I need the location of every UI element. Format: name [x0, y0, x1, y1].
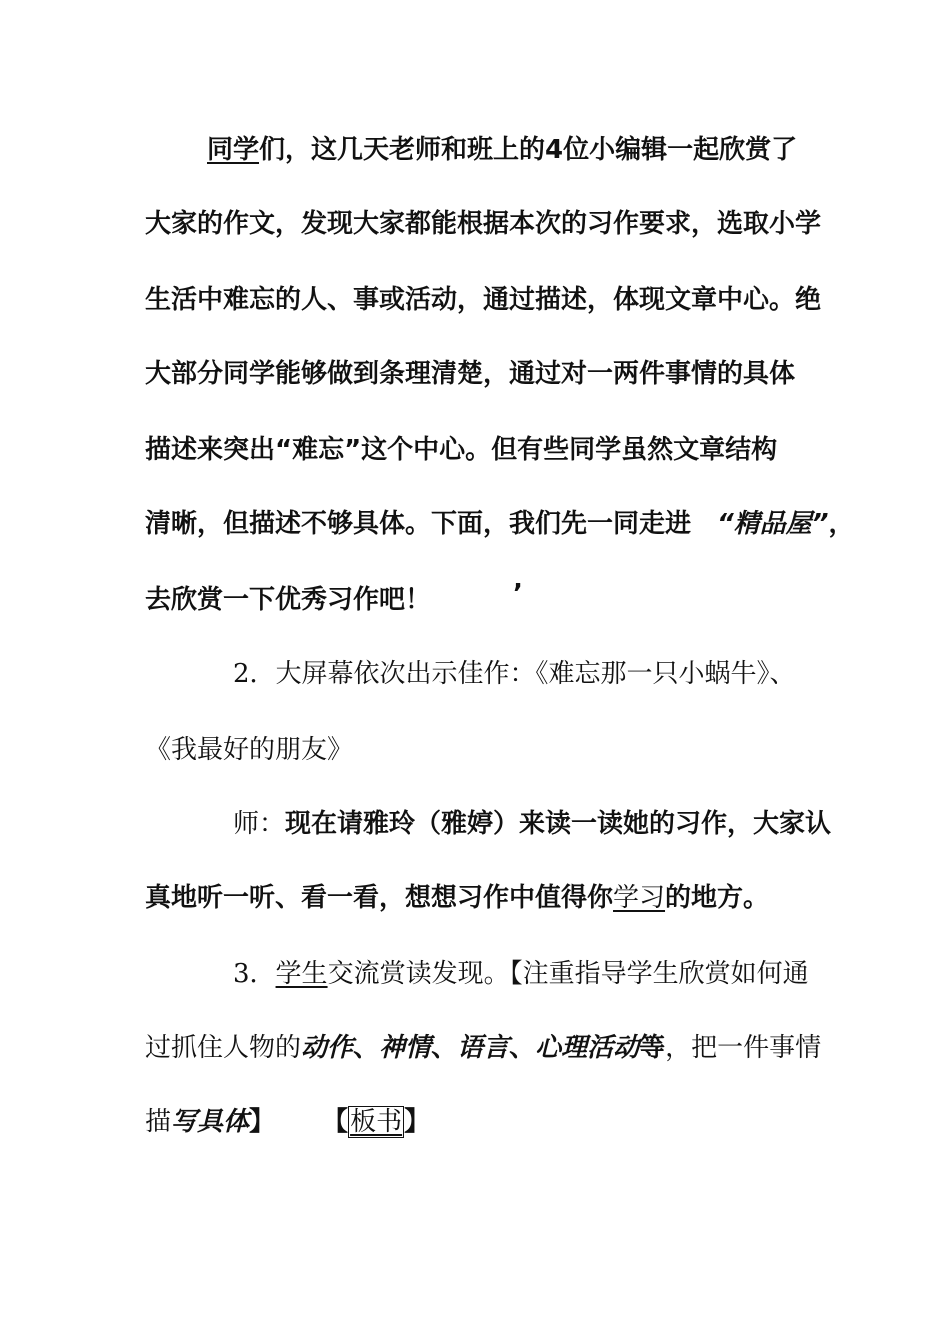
para3-line2: [145, 880, 769, 916]
para1-line4: 大部分同学能够做到条理清楚，通过对一两件事情的具体: [145, 359, 796, 389]
text-run: 描: [145, 1107, 172, 1137]
underlined-text: 同学: [207, 135, 260, 165]
text-run: 去欣赏一下优秀习作吧！: [145, 585, 432, 615]
para1-line3: 生活中难忘的人、事或活动，通过描述，体现文章中心。绝: [145, 285, 822, 315]
para3-line1: [233, 806, 831, 842]
text-run: 过抓住人物的: [145, 1033, 302, 1063]
text-run: 们，这几天老师和班上的4位小编辑一起欣赏了: [259, 135, 798, 165]
boxed-text: 板书: [350, 1107, 403, 1137]
italic-text: 心理活动: [535, 1033, 640, 1063]
text-run: 等: [639, 1033, 666, 1063]
text-run: 【注重指导学生欣赏如何通: [509, 959, 809, 989]
text-run: 、: [509, 1033, 536, 1063]
text-run: 真地听一听、看一看，想想习作中值得你: [145, 883, 614, 913]
text-run: 清晰，但描述不够具体。下面，我们先一同走进: [145, 509, 692, 539]
speaker-label: 师：: [233, 809, 286, 839]
text-run: 交流赏读发现。: [327, 959, 510, 989]
para1-line5: 描述来突出“难忘”这个中心。但有些同学虽然文章结构: [145, 435, 778, 465]
text-run: 的地方。: [665, 883, 770, 913]
para4-line2: [145, 1030, 821, 1066]
text-run: ，: [828, 509, 855, 539]
para1-line7: [145, 579, 523, 618]
para4-line1: [233, 956, 809, 992]
stray-mark: ’: [513, 579, 523, 609]
italic-text: 语言: [457, 1033, 510, 1063]
underlined-text: 学习: [613, 883, 666, 913]
underlined-text: 学生: [275, 959, 328, 989]
text-run: 3．: [233, 959, 276, 989]
para1-line1: [207, 132, 797, 168]
para1-line2: 大家的作文，发现大家都能根据本次的习作要求，选取小学: [145, 209, 822, 239]
para2-line2: 《我最好的朋友》: [145, 735, 354, 765]
text-run: 【: [335, 1107, 349, 1137]
text-run: 】: [404, 1107, 431, 1137]
italic-text: 动作: [301, 1033, 354, 1063]
text-run: 、: [353, 1033, 380, 1063]
para1-line6: [145, 506, 855, 542]
text-run: 】: [249, 1107, 276, 1137]
para4-line3: [145, 1104, 430, 1140]
italic-text: “精品屋”: [717, 509, 829, 539]
italic-text: 写具体: [171, 1107, 250, 1137]
text-run: 、: [431, 1033, 458, 1063]
italic-text: 神情: [379, 1033, 432, 1063]
text-run: ，把一件事情: [665, 1033, 822, 1063]
text-run: 现在请雅玲（雅婷）来读一读她的习作，大家认: [285, 809, 832, 839]
para2-line1: 2．大屏幕依次出示佳作：《难忘那一只小蜗牛》、: [233, 659, 796, 689]
